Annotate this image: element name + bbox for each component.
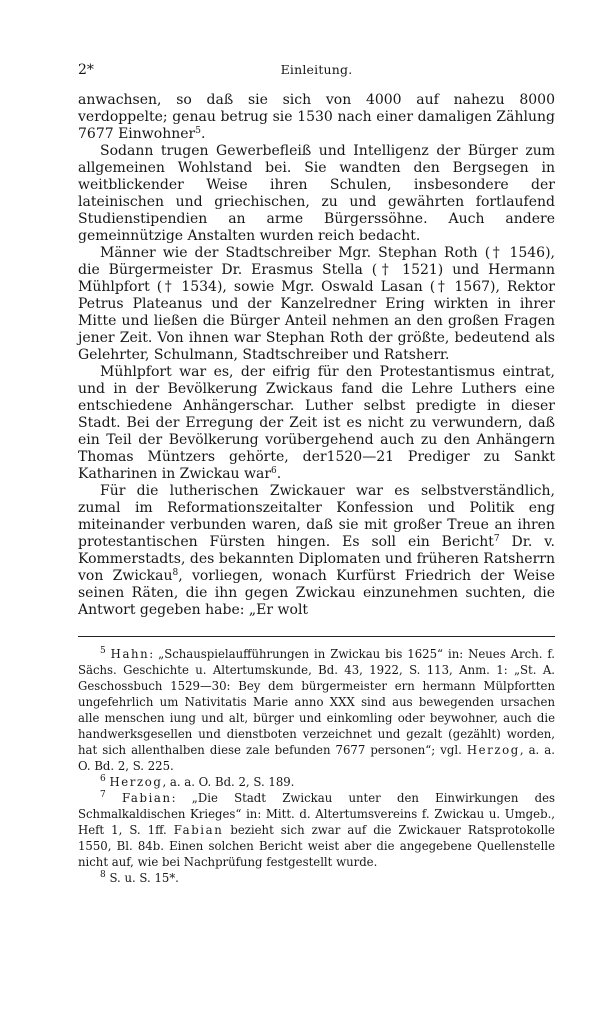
footnote-mark: 6 [100, 774, 106, 784]
main-text [78, 92, 555, 619]
footnote-ref: 5 [195, 126, 201, 136]
paragraph-text: anwachsen, so daß sie sich von 4000 auf nahezu 8000 verdoppelte; genau betrug sie 1530 nach einer damaligen Zählung 7677 Einwohner [78, 92, 555, 142]
footnote-mark: 7 [100, 790, 106, 800]
paragraph-text: Männer wie der Stadtschreiber Mgr. Stephan Roth († 1546), die Bürgermeister Dr. Erasmus Stella († 1521) und Hermann Mühlpfort († 1534), sowie Mgr. Oswald Lasan († 1567), Rektor Petrus Plateanus und der Kanzelredner Ering wirkten in ihrer Mitte und ließen die Bürger Anteil nehmen an den großen Fragen jener Zeit. Von ihnen war Stephan Roth der größte, bedeutend als Gelehrter, Schulmann, Stadtschreiber und Ratsherr. [78, 245, 555, 363]
page [78, 62, 555, 886]
paragraph-text: Sodann trugen Gewerbefleiß und Intelligenz der Bürger zum allgemeinen Wohlstand bei. Sie wandten den Bergsegen in weitblickender Weise ihren Schulen, insbesondere der lateinischen und griechischen, zu und gewährten fortlaufend Studienstipendien an arme Bürgerssöhne. Auch andere gemeinnützige Anstalten wurden reich bedacht. [78, 143, 555, 244]
footnote-6 [78, 774, 555, 790]
paragraph-text: Mühlpfort war es, der eifrig für den Protestantismus eintrat, und in der Bevölkerung Zwickaus fand die Lehre Luthers eine entschiedene Anhängerschar. Luther selbst predigte in dieser Stadt. Bei der Erregung der Zeit ist es nicht zu verwundern, daß ein Teil der Bevölkerung vorübergehend auch zu den Anhängern Thomas Müntzers gehörte, der1520—21 Prediger zu Sankt Katharinen in Zwickau war [78, 364, 555, 482]
footnote-5 [78, 646, 555, 774]
running-title: Einleitung. [280, 62, 353, 77]
paragraph-2 [78, 143, 555, 245]
paragraph-5 [78, 483, 555, 619]
footnote-8 [78, 870, 555, 886]
footnote-ref: 6 [271, 466, 277, 476]
footnote-ref: 7 [493, 534, 500, 544]
footnote-text: : „Schauspielaufführungen in Zwickau bis 1625“ in: Neues Arch. f. Sächs. Geschichte u. Altertumskunde, Bd. 43, 1922, S. 113, Anm. 1: „St. A. Geschossbuch 1529—30: Bey dem bürgermeister ern hermann Mülpfortten ungefehrlich um Nativitatis Marie anno XXX sind aus bewegenden ursachen alle menschen iung und alt, bürger und einkomling oder beywohner, auch die handwerksgesellen und dienstboten verzeichnet und gezalt (gezählt) worden, hat sich allenthalben diese zale befunden 7677 personen“; vgl. [78, 647, 555, 757]
paragraph-3 [78, 245, 555, 364]
footnote-text: , a. a. O. Bd. 2, S. 189. [162, 775, 295, 789]
paragraph-1 [78, 92, 555, 143]
paragraph-text: Für die lutherischen Zwickauer war es selbstverständlich, zumal im Reformationszeitalter Konfession und Politik eng miteinander verbunden waren, daß sie mit großer Treue an ihren protestantischen Fürsten hingen. Es soll ein Bericht [78, 483, 555, 550]
footnote-text: S. u. S. 15*. [105, 871, 179, 885]
footnote-text: : „Die Stadt Zwickau unter den Einwirkungen des Schmalkaldischen Krieges“ in: Mitt. d. Altertumsvereins f. Zwickau u. Umgeb., Heft 1, S. 1ff. [78, 791, 556, 837]
footnote-mark: 8 [100, 870, 106, 880]
footnote-text: , a. a. O. Bd. 2, S. 225. [78, 743, 555, 773]
footnote-author: Fabian [173, 823, 224, 837]
footnote-text: bezieht sich zwar auf die Zwickauer Ratsprotokolle 1550, Bl. 84b. Einen solchen Bericht weist aber die angegebene Quellenstelle nicht auf, wie bei Nachprüfung festgestellt wurde. [78, 823, 555, 869]
paragraph-text: . [200, 126, 206, 142]
footnotes [78, 646, 555, 886]
paragraph-4 [78, 364, 555, 483]
footnote-author: Herzog [109, 775, 163, 789]
paragraph-text: . [276, 466, 282, 482]
paragraph-text: , vorliegen, wonach Kurfürst Friedrich der Weise seinen Räten, die ihn gegen Zwickau einzunehmen suchten, die Antwort gegeben habe: „Er wolt [78, 568, 555, 618]
footnote-author: Hahn [110, 647, 150, 661]
paragraph-text: Dr. v. Kommerstadts, des bekannten Diplomaten und früheren Ratsherrn von Zwickau [78, 534, 555, 584]
footnote-mark: 5 [100, 646, 106, 656]
running-header [78, 62, 555, 84]
footnote-author: Fabian [122, 791, 172, 805]
page-number: 2* [78, 62, 94, 78]
footnote-divider [78, 636, 555, 637]
footnote-7 [78, 790, 555, 870]
footnote-author: Herzog [466, 743, 520, 757]
footnote-ref: 8 [172, 568, 179, 578]
